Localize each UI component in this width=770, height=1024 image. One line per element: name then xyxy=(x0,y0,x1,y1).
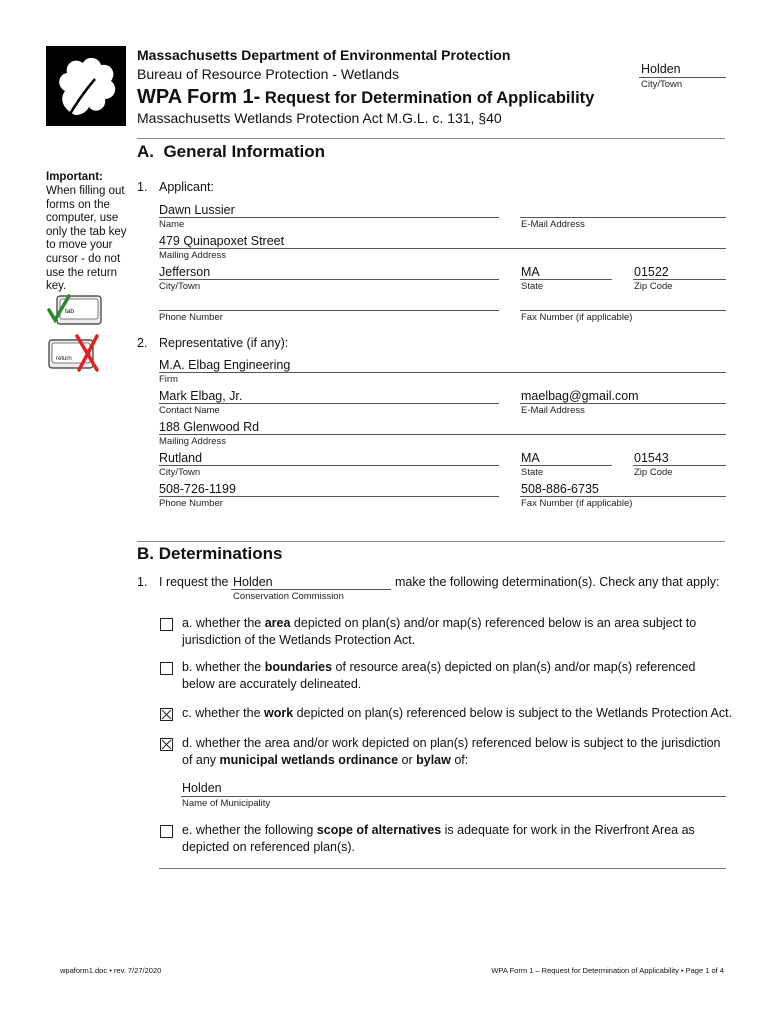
agency-name: Massachusetts Department of Environmental Protection xyxy=(137,47,511,63)
applicant-phone-label: Phone Number xyxy=(159,312,223,323)
rep-address-label: Mailing Address xyxy=(159,436,227,447)
rep-phone-field[interactable]: 508-726-1199 xyxy=(159,482,236,496)
field-line xyxy=(520,310,726,311)
rep-firm-field[interactable]: M.A. Elbag Engineering xyxy=(159,358,291,372)
option-d-text xyxy=(182,735,742,769)
option-text: b. whether the xyxy=(182,660,265,674)
representative-heading: Representative (if any): xyxy=(159,336,289,350)
applicant-city-label: City/Town xyxy=(159,281,201,292)
representative-number: 2. xyxy=(137,336,148,350)
applicant-fax-label: Fax Number (if applicable) xyxy=(521,312,633,323)
footer-page-info: WPA Form 1 – Request for Determination of Applicability • Page 1 of 4 xyxy=(491,966,724,975)
option-bold: work xyxy=(264,706,294,720)
important-line: When filling out xyxy=(46,185,125,197)
field-line xyxy=(520,279,612,280)
option-a-text xyxy=(182,615,727,649)
rep-zip-label: Zip Code xyxy=(634,467,673,478)
option-text: is adequate for work in the Riverfront Area as xyxy=(441,823,695,837)
applicant-heading: Applicant: xyxy=(159,180,214,194)
municipality-field[interactable]: Holden xyxy=(182,781,222,795)
option-bold: scope of alternatives xyxy=(316,823,442,837)
important-line: key. xyxy=(46,280,67,293)
return-key-graphic xyxy=(47,332,107,372)
rep-fax-label: Fax Number (if applicable) xyxy=(521,498,633,509)
return-key-label: return xyxy=(56,356,72,362)
option-line2: jurisdiction of the Wetlands Protection Act. xyxy=(182,633,416,647)
option-b-text xyxy=(182,659,727,693)
applicant-address-field[interactable]: 479 Quinapoxet Street xyxy=(159,234,285,248)
important-line: only the tab key xyxy=(46,225,127,238)
rep-fax-field[interactable]: 508-886-6735 xyxy=(521,482,599,496)
applicant-number: 1. xyxy=(137,180,148,194)
field-line xyxy=(520,496,726,497)
option-text: d. whether the area and/or work depicted on plan(s) referenced below is subject to the jurisdiction xyxy=(182,736,721,750)
form-title-rest: Request for Determination of Applicability xyxy=(260,89,595,107)
option-e-checkbox[interactable] xyxy=(160,825,173,838)
form-title-bold: WPA Form 1- xyxy=(137,86,261,108)
important-line: cursor - do not xyxy=(46,252,121,265)
field-line xyxy=(520,465,612,466)
commission-field[interactable]: Holden xyxy=(233,575,273,589)
option-text: c. whether the xyxy=(182,706,264,720)
applicant-email-label: E-Mail Address xyxy=(521,219,585,230)
option-text: depicted on plan(s) and/or map(s) referenced below is an area subject to xyxy=(290,616,697,630)
important-line: forms on the xyxy=(46,198,110,211)
option-bold: bylaw xyxy=(416,753,451,767)
important-line: computer, use xyxy=(46,212,119,225)
option-text: of any xyxy=(182,753,220,767)
rep-contact-label: Contact Name xyxy=(159,405,220,416)
option-c-checkbox[interactable] xyxy=(160,708,173,721)
option-b-checkbox[interactable] xyxy=(160,662,173,675)
important-note xyxy=(46,185,127,294)
option-bold: boundaries xyxy=(264,660,333,674)
municipality-label: Name of Municipality xyxy=(182,798,271,809)
commission-label: Conservation Commission xyxy=(233,591,344,602)
rep-phone-label: Phone Number xyxy=(159,498,223,509)
field-line xyxy=(633,465,726,466)
option-line2: below are accurately delineated. xyxy=(182,677,362,691)
applicant-state-label: State xyxy=(521,281,544,292)
field-line xyxy=(159,465,499,466)
applicant-name-label: Name xyxy=(159,219,185,230)
rep-zip-field[interactable]: 01543 xyxy=(634,451,669,465)
request-prefix: I request the xyxy=(159,575,229,589)
field-line xyxy=(159,434,726,435)
field-line xyxy=(159,372,726,373)
field-line xyxy=(231,589,391,590)
applicant-address-label: Mailing Address xyxy=(159,250,227,261)
applicant-name-field[interactable]: Dawn Lussier xyxy=(159,203,235,217)
header-city-line xyxy=(639,77,726,78)
rep-contact-field[interactable]: Mark Elbag, Jr. xyxy=(159,389,243,403)
important-line: to move your xyxy=(46,239,113,252)
footer-doc-info: wpaform1.doc • rev. 7/27/2020 xyxy=(60,966,162,975)
tab-key-label: tab xyxy=(65,308,75,315)
request-suffix: make the following determination(s). Check any that apply: xyxy=(395,575,720,589)
option-d-checkbox[interactable] xyxy=(160,738,173,751)
checkbox-x-icon xyxy=(161,739,172,750)
rep-city-field[interactable]: Rutland xyxy=(159,451,203,465)
section-a-rule xyxy=(137,138,725,139)
field-line xyxy=(181,796,726,797)
option-text: of resource area(s) depicted on plan(s) and/or map(s) referenced xyxy=(332,660,696,674)
option-text: a. whether the xyxy=(182,616,265,630)
field-line xyxy=(520,403,726,404)
checkbox-x-icon xyxy=(161,709,172,720)
field-line xyxy=(159,496,499,497)
rep-city-label: City/Town xyxy=(159,467,201,478)
option-text: of: xyxy=(450,753,469,767)
field-line xyxy=(159,279,499,280)
option-text: e. whether the following xyxy=(182,823,317,837)
option-line2: depicted on referenced plan(s). xyxy=(182,840,356,854)
field-line xyxy=(159,310,499,311)
applicant-zip-label: Zip Code xyxy=(634,281,673,292)
determination-number: 1. xyxy=(137,575,148,589)
rep-firm-label: Firm xyxy=(159,374,178,385)
important-title: Important: xyxy=(46,171,103,183)
option-c-text xyxy=(182,705,742,722)
section-a-title: A. General Information xyxy=(137,142,325,161)
option-a-checkbox[interactable] xyxy=(160,618,173,631)
oak-leaf-icon xyxy=(45,45,127,127)
important-line: use the return xyxy=(46,266,117,279)
field-line xyxy=(159,403,499,404)
field-line xyxy=(159,217,499,218)
field-line xyxy=(159,248,726,249)
option-bold: area xyxy=(264,616,291,630)
header-city-label: City/Town xyxy=(641,79,683,90)
rep-email-field[interactable]: maelbag@gmail.com xyxy=(521,389,639,403)
field-line xyxy=(520,217,726,218)
rep-address-field[interactable]: 188 Glenwood Rd xyxy=(159,420,260,434)
option-bold: municipal wetlands ordinance xyxy=(219,753,399,767)
section-b-bottom-rule xyxy=(159,868,726,869)
header-city-value[interactable]: Holden xyxy=(641,62,681,76)
act-citation: Massachusetts Wetlands Protection Act M.G.L. c. 131, §40 xyxy=(137,110,502,126)
applicant-zip-field[interactable]: 01522 xyxy=(634,265,669,279)
applicant-city-field[interactable]: Jefferson xyxy=(159,265,211,279)
section-b-title: B. Determinations xyxy=(137,544,283,563)
rep-state-label: State xyxy=(521,467,544,478)
section-b-rule xyxy=(137,541,725,542)
form-title xyxy=(137,86,594,109)
field-line xyxy=(633,279,726,280)
option-text: depicted on plan(s) referenced below is subject to the Wetlands Protection Act. xyxy=(293,706,733,720)
rep-state-field[interactable]: MA xyxy=(521,451,540,465)
option-text: or xyxy=(398,753,417,767)
tab-key-graphic xyxy=(47,294,103,326)
rep-email-label: E-Mail Address xyxy=(521,405,585,416)
bureau-name: Bureau of Resource Protection - Wetlands xyxy=(137,66,399,82)
option-e-text xyxy=(182,822,727,856)
applicant-state-field[interactable]: MA xyxy=(521,265,540,279)
dep-logo xyxy=(45,45,127,127)
